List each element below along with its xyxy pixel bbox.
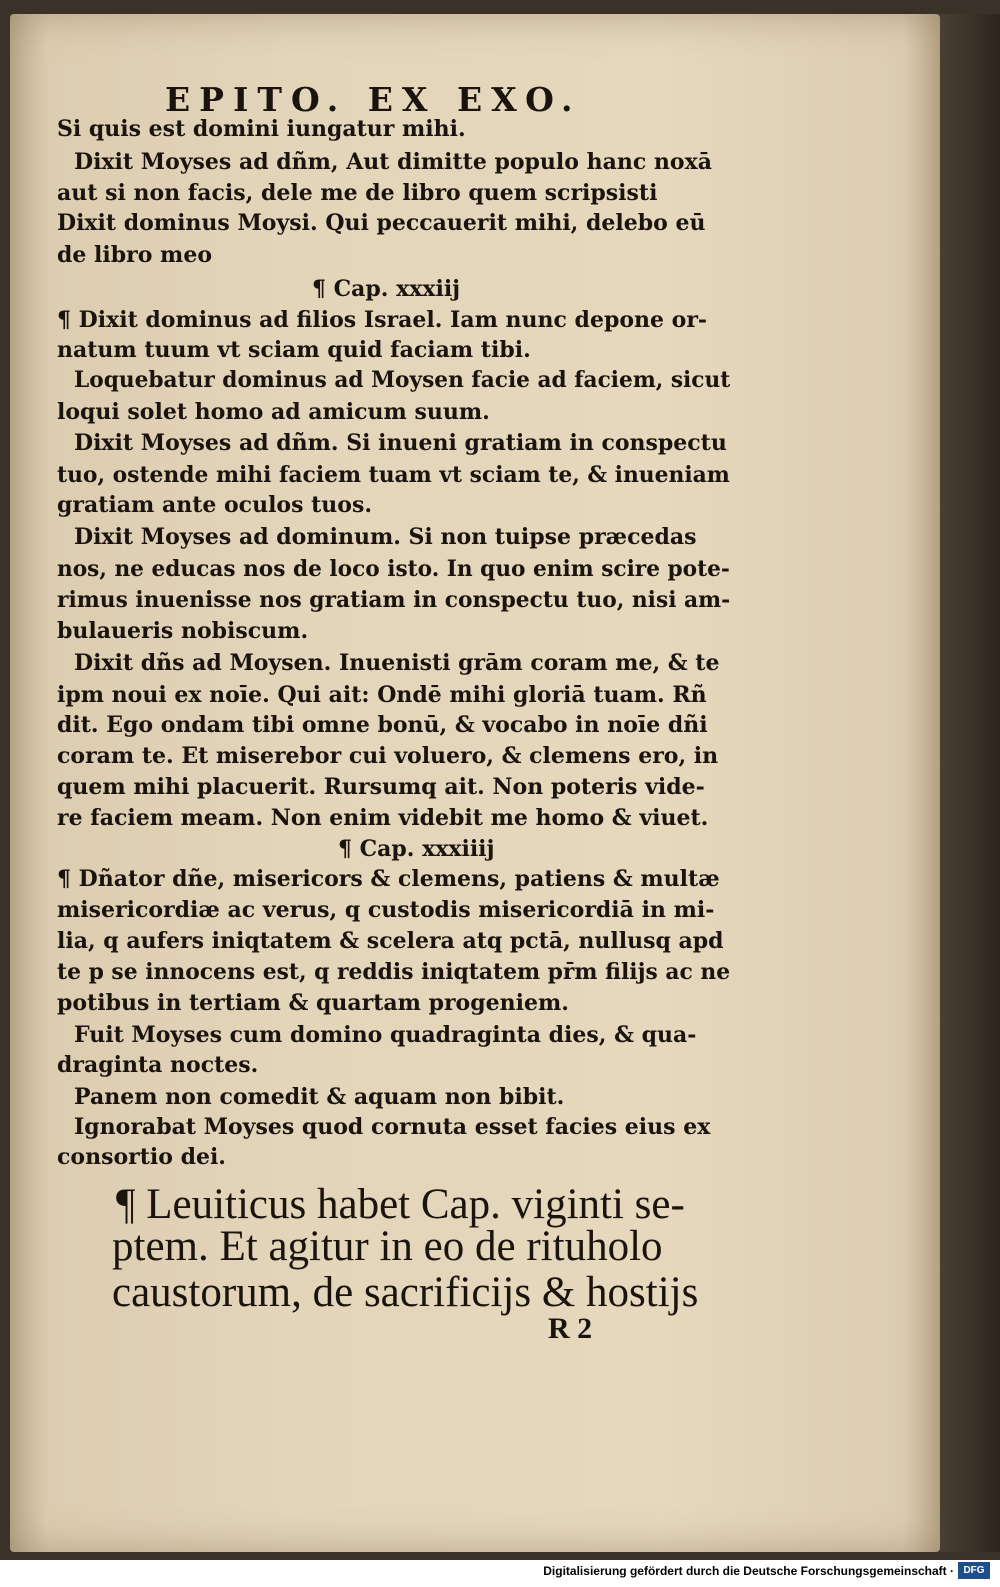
- text-line: loqui solet homo ad amicum suum.: [57, 399, 490, 425]
- text-line: draginta noctes.: [57, 1052, 259, 1078]
- summary-line: caustorum, de sacrificijs & hostijs: [112, 1269, 699, 1316]
- text-line: Fuit Moyses cum domino quadraginta dies, & qua-: [74, 1022, 697, 1048]
- running-header: EPITO. EX EXO.: [165, 80, 582, 119]
- text-line: re faciem meam. Non enim videbit me homo & viuet.: [57, 805, 709, 831]
- text-line: bulaueris nobiscum.: [57, 618, 309, 644]
- text-line: Si quis est domini iungatur mihi.: [57, 116, 466, 142]
- text-line: Ignorabat Moyses quod cornuta esset facies eius ex: [74, 1114, 711, 1140]
- chapter-heading: ¶ Cap. xxxiiij: [338, 836, 495, 862]
- text-line: rimus inuenisse nos gratiam in conspectu tuo, nisi am-: [57, 587, 731, 613]
- text-line: Dixit dominus Moysi. Qui peccauerit mihi, delebo eū: [57, 210, 706, 236]
- text-line: Dixit Moyses ad dñm. Si inueni gratiam in conspectu: [74, 430, 727, 456]
- summary-line: ¶ Leuiticus habet Cap. viginti se-: [116, 1181, 685, 1228]
- text-line: te p se innocens est, q reddis iniqtatem pr̄m filijs ac ne: [57, 959, 731, 985]
- text-line: de libro meo: [57, 242, 213, 268]
- text-line: dit. Ego ondam tibi omne bonū, & vocabo in noīe dñi: [57, 712, 708, 738]
- text-line: Loquebatur dominus ad Moysen facie ad faciem, sicut: [74, 367, 731, 393]
- dfg-logo: DFG: [958, 1562, 990, 1579]
- text-line: Dixit dñs ad Moysen. Inuenisti grām coram me, & te: [74, 650, 720, 676]
- text-line: nos, ne educas nos de loco isto. In quo enim scire pote-: [57, 556, 730, 582]
- book-edge: [940, 14, 1000, 1552]
- summary-line: ptem. Et agitur in eo de rituholo: [112, 1223, 663, 1270]
- chapter-heading: ¶ Cap. xxxiij: [312, 276, 461, 302]
- text-line: ipm noui ex noīe. Qui ait: Ondē mihi gloriā tuam. Rñ: [57, 682, 707, 708]
- text-line: ¶ Dixit dominus ad filios Israel. Iam nunc depone or-: [57, 307, 708, 333]
- text-line: Dixit Moyses ad dñm, Aut dimitte populo hanc noxā: [74, 149, 712, 175]
- text-line: quem mihi placuerit. Rursumq ait. Non poteris vide-: [57, 774, 705, 800]
- footer-credit: Digitalisierung gefördert durch die Deutsche Forschungsgemeinschaft ·: [543, 1564, 954, 1578]
- text-line: gratiam ante oculos tuos.: [57, 492, 373, 518]
- text-line: lia, q aufers iniqtatem & scelera atq pctā, nullusq apd: [57, 928, 724, 954]
- text-line: Panem non comedit & aquam non bibit.: [74, 1084, 565, 1110]
- signature-mark: R 2: [548, 1312, 593, 1345]
- text-line: potibus in tertiam & quartam progeniem.: [57, 990, 569, 1016]
- text-line: consortio dei.: [57, 1144, 226, 1170]
- text-line: ¶ Dñator dñe, misericors & clemens, patiens & multæ: [57, 866, 720, 892]
- text-line: tuo, ostende mihi faciem tuam vt sciam te, & inueniam: [57, 462, 730, 488]
- text-line: natum tuum vt sciam quid faciam tibi.: [57, 337, 531, 363]
- text-line: coram te. Et miserebor cui voluero, & clemens ero, in: [57, 743, 719, 769]
- text-line: aut si non facis, dele me de libro quem scripsisti: [57, 180, 658, 206]
- text-line: Dixit Moyses ad dominum. Si non tuipse præcedas: [74, 524, 697, 550]
- text-line: misericordiæ ac verus, q custodis misericordiā in mi-: [57, 897, 715, 923]
